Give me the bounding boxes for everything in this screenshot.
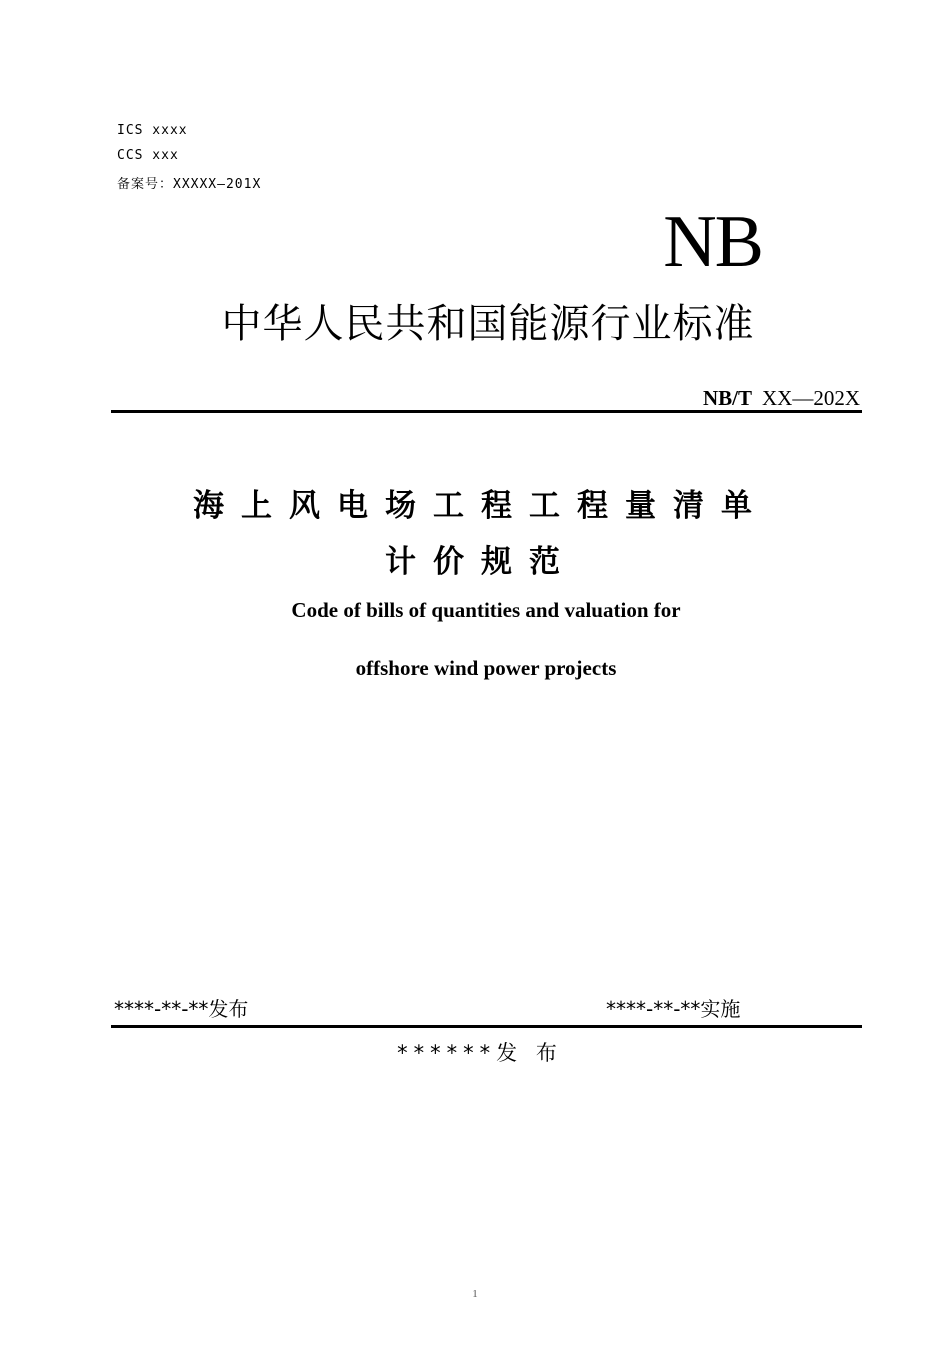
page-number: 1 <box>472 1288 478 1300</box>
standard-number-prefix: NB/T <box>702 386 752 410</box>
standard-number <box>703 386 860 411</box>
title-en-line-1: Code of bills of quantities and valuation for <box>291 598 681 622</box>
ccs-code: CCS xxx <box>117 148 179 163</box>
top-divider <box>111 410 862 413</box>
bottom-divider <box>111 1025 862 1028</box>
record-number: 备案号：XXXXX—201X <box>117 177 262 192</box>
standard-number-value: XX—202X <box>762 386 860 410</box>
ics-code: ICS xxxx <box>117 123 188 138</box>
publish-date: ****-**-**发布 <box>114 997 249 1021</box>
implement-date: ****-**-**实施 <box>606 997 741 1021</box>
title-en-line-2: offshore wind power projects <box>355 656 617 680</box>
publisher: ******发 布 <box>397 1041 563 1065</box>
title-cn-line-1: 海上风电场工程工程量清单 <box>193 488 769 524</box>
nb-logo: NB <box>663 201 762 283</box>
title-cn-line-2: 计价规范 <box>385 544 577 580</box>
standard-organization: 中华人民共和国能源行业标准 <box>221 301 755 347</box>
